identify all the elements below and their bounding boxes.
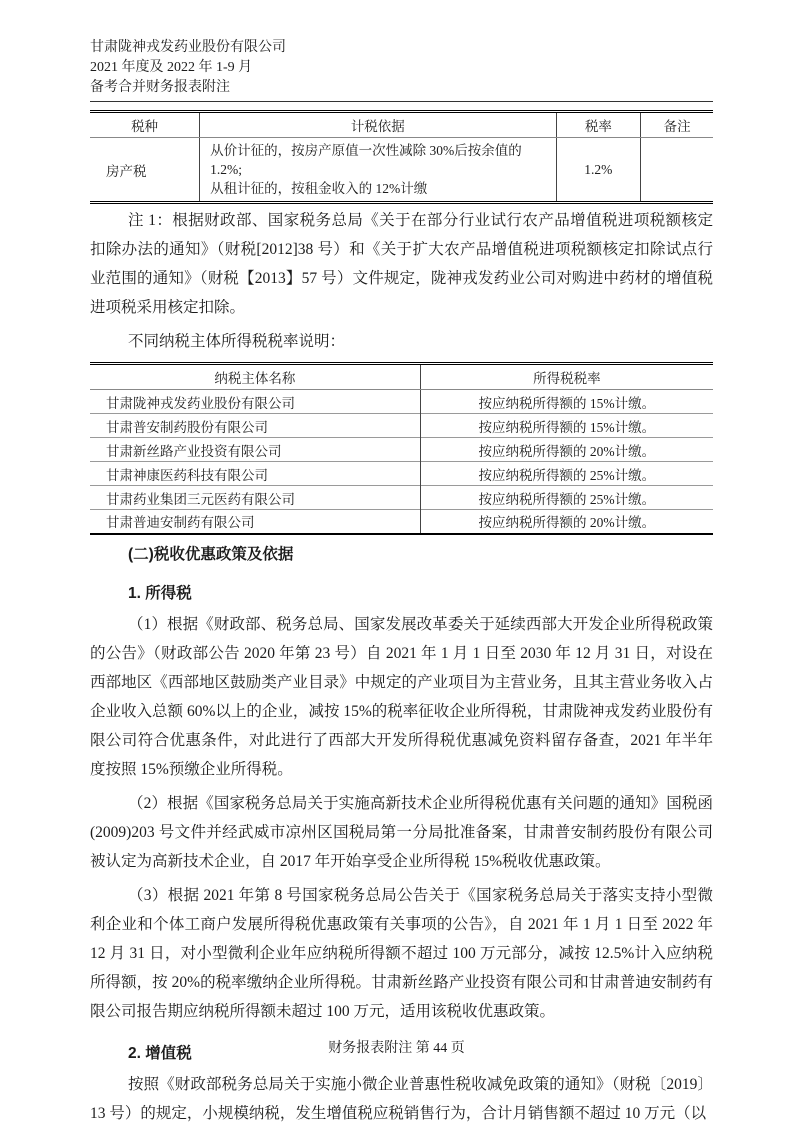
entity-tax-table xyxy=(90,362,713,535)
col-header-tax-basis: 计税依据 xyxy=(200,112,556,138)
col-header-entity-name: 纳税主体名称 xyxy=(90,364,420,390)
subsection-heading-income-tax: 1. 所得税 xyxy=(128,584,192,602)
table-row xyxy=(90,414,713,438)
tax-basis-line1: 从价计征的，按房产原值一次性减除 30%后按余值的 1.2%; xyxy=(210,143,522,177)
income-tax-paragraph-3: （3）根据 2021 年第 8 号国家税务总局公告关于《国家税务总局关于落实支持小型微利企业和个体工商户发展所得税优惠政策有关事项的公告》，自 2021 年 1 月 1 日至 2022 年 12 月 31 日，对小型微利企业年应纳税所得额不超过 100 万元部分，减按 12.5%计入应纳税所得额，按 20%的税率缴纳企业所得税。甘肃新丝路产业投资有限公司和甘肃普迪安制药有限公司报告期应纳税所得额未超过 100 万元，适用该税收优惠政策。 xyxy=(90,886,713,1020)
col-header-remark: 备注 xyxy=(641,112,713,138)
report-period: 2021 年度及 2022 年 1-9 月 xyxy=(90,60,253,75)
report-title: 备考合并财务报表附注 xyxy=(90,80,230,95)
rate-intro-line: 不同纳税主体所得税税率说明： xyxy=(128,333,346,350)
col-header-tax-rate: 税率 xyxy=(556,112,641,138)
cell-tax-rate: 1.2% xyxy=(556,138,641,203)
cell-entity-rate: 按应纳税所得额的 25%计缴。 xyxy=(420,486,713,510)
cell-entity-name: 甘肃普安制药股份有限公司 xyxy=(90,414,420,438)
vat-paragraph-1: 按照《财政部税务总局关于实施小微企业普惠性税收减免政策的通知》（财税〔2019〕13 号）的规定，小规模纳税，发生增值税应税销售行为，合计月销售额不超过 10 万元（以 xyxy=(90,1075,713,1122)
cell-entity-rate: 按应纳税所得额的 15%计缴。 xyxy=(420,414,713,438)
cell-entity-name: 甘肃陇神戎发药业股份有限公司 xyxy=(90,390,420,414)
table-row xyxy=(90,462,713,486)
cell-entity-name: 甘肃神康医药科技有限公司 xyxy=(90,462,420,486)
cell-entity-name: 甘肃药业集团三元医药有限公司 xyxy=(90,486,420,510)
cell-tax-type: 房产税 xyxy=(90,138,200,203)
table-row xyxy=(90,510,713,534)
col-header-income-tax-rate: 所得税税率 xyxy=(420,364,713,390)
tax-table-header-row xyxy=(90,112,713,138)
cell-remark xyxy=(641,138,713,203)
note1-paragraph: 注 1：根据财政部、国家税务总局《关于在部分行业试行农产品增值税进项税额核定扣除办法的通知》（财税[2012]38 号）和《关于扩大农产品增值税进项税额核定扣除试点行业范围的通知》（财税【2013】57 号）文件规定，陇神戎发药业公司对购进中药材的增值税进项税采用核定扣除。 xyxy=(90,212,713,316)
table-row xyxy=(90,438,713,462)
cell-entity-rate: 按应纳税所得额的 20%计缴。 xyxy=(420,438,713,462)
company-name: 甘肃陇神戎发药业股份有限公司 xyxy=(90,40,286,55)
section-heading-tax-incentive-policy: (二)税收优惠政策及依据 xyxy=(128,545,294,563)
table-row xyxy=(90,486,713,510)
cell-entity-rate: 按应纳税所得额的 15%计缴。 xyxy=(478,395,656,411)
table-row xyxy=(90,390,713,414)
page-footer: 财务报表附注 第 44 页 xyxy=(328,1041,465,1056)
tax-basis-line2: 从租计征的，按租金收入的 12%计缴 xyxy=(210,181,428,196)
income-tax-paragraph-1: （1）根据《财政部、税务总局、国家发展改革委关于延续西部大开发企业所得税政策的公告》（财政部公告 2020 年第 23 号）自 2021 年 1 月 1 日至 2030 年 12 月 31 日，对设在西部地区《西部地区鼓励类产业目录》中规定的产业项目为主营业务，且其主营业务收入占企业收入总额 60%以上的企业，减按 15%的税率征收企业所得税，甘肃陇神戎发药业股份有限公司符合优惠条件，对此进行了西部大开发所得税优惠减免资料留存备查，2021 年半年度按照 15%预缴企业所得税。 xyxy=(90,615,713,778)
tax-rate-table xyxy=(90,110,713,204)
income-tax-paragraph-2: （2）根据《国家税务总局关于实施高新技术企业所得税优惠有关问题的通知》国税函(2009)203 号文件并经武威市凉州区国税局第一分局批准备案，甘肃普安制药股份有限公司被认定为高新技术企业，自 2017 年开始享受企业所得税 15%税收优惠政策。 xyxy=(90,794,713,870)
subsection-heading-vat: 2. 增值税 xyxy=(128,1044,192,1062)
cell-entity-rate: 按应纳税所得额的 25%计缴。 xyxy=(420,462,713,486)
table-row-property-tax xyxy=(90,138,713,203)
cell-entity-rate: 按应纳税所得额的 20%计缴。 xyxy=(420,510,713,534)
page-header xyxy=(90,38,713,102)
col-header-tax-type: 税种 xyxy=(90,112,200,138)
entity-table-header-row xyxy=(90,364,713,390)
cell-entity-name: 甘肃新丝路产业投资有限公司 xyxy=(90,438,420,462)
cell-tax-basis xyxy=(200,138,556,203)
cell-entity-name: 甘肃普迪安制药有限公司 xyxy=(90,510,420,534)
